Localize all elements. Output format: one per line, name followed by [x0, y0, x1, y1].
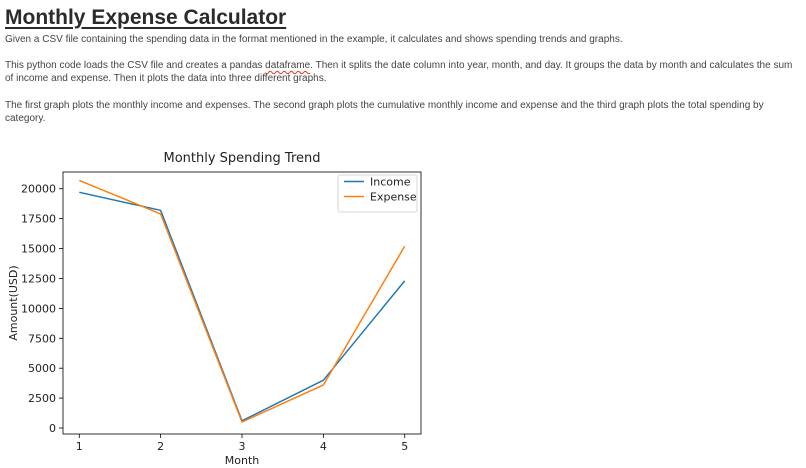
- chart-title: Monthly Spending Trend: [163, 151, 321, 166]
- graphs-description-paragraph: The first graph plots the monthly income and expenses. The second graph plots the cumulative monthly income and expense and the third graph plots the total spending by category.: [5, 100, 764, 124]
- code-description-paragraph: [5, 59, 795, 85]
- x-axis: [76, 434, 408, 453]
- y-tick-label: 17500: [21, 212, 56, 226]
- y-tick-label: 2500: [28, 392, 56, 406]
- y-tick-label: 10000: [21, 302, 56, 316]
- x-axis-label: Month: [224, 454, 260, 467]
- income-series-line: [79, 192, 404, 420]
- spellcheck-flagged-word[interactable]: dataframe: [265, 60, 311, 71]
- y-tick-label: 5000: [28, 362, 56, 376]
- y-axis-label: Amount(USD): [7, 265, 20, 341]
- legend-label: Expense: [370, 190, 417, 204]
- expense-series-line: [79, 180, 404, 422]
- y-tick-label: 12500: [21, 272, 56, 286]
- x-tick-label: 3: [238, 440, 246, 453]
- x-tick-label: 2: [157, 440, 165, 453]
- x-tick-label: 4: [319, 440, 327, 453]
- page-title: Monthly Expense Calculator: [5, 6, 287, 29]
- legend-label: Income: [370, 175, 411, 189]
- series-lines: [79, 180, 404, 422]
- y-tick-label: 7500: [28, 332, 56, 346]
- y-tick-label: 15000: [21, 242, 56, 256]
- y-axis: [21, 183, 63, 435]
- y-tick-label: 0: [49, 422, 56, 436]
- monthly-spending-trend-chart: [0, 140, 440, 468]
- x-tick-label: 1: [75, 440, 83, 453]
- intro-paragraph: Given a CSV file containing the spending data in the format mentioned in the example, it calculates and shows spending trends and graphs.: [5, 34, 623, 45]
- y-tick-label: 20000: [21, 182, 56, 196]
- paragraph-text: . Then it splits the date column into year, month, and day. It groups the data by month and calculates the sum of income and expense. Then it plots the data into three different graphs.: [5, 60, 793, 84]
- x-tick-label: 5: [401, 440, 409, 453]
- paragraph-text: This python code loads the CSV file and creates a pandas: [5, 60, 266, 71]
- chart-legend: [338, 175, 417, 212]
